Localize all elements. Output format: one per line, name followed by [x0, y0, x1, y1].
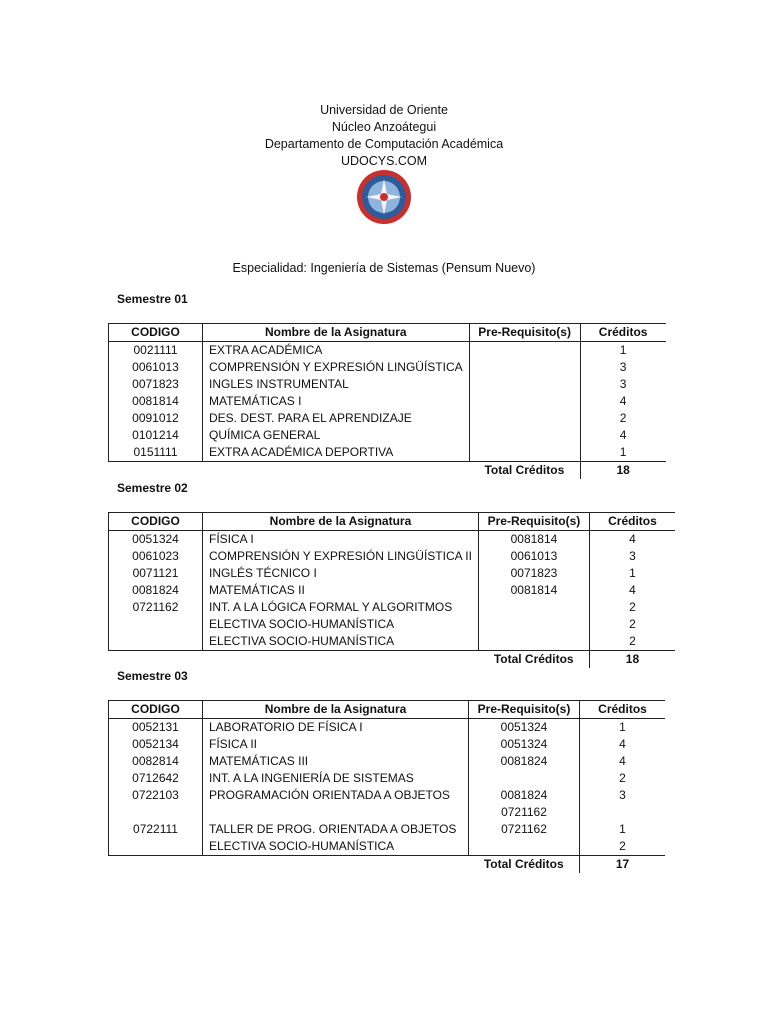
department-name: Departamento de Computación Académica	[264, 137, 504, 151]
course-name: QUÍMICA GENERAL	[203, 427, 470, 444]
course-credits: 2	[619, 771, 626, 785]
course-name: LABORATORIO DE FÍSICA I	[203, 719, 469, 737]
course-credits: 2	[619, 411, 627, 425]
course-prereq: 0071823	[478, 565, 589, 582]
course-credits: 3	[619, 377, 627, 391]
course-name: MATEMÁTICAS II	[203, 582, 479, 599]
course-prereq	[469, 376, 580, 393]
table-row	[109, 787, 666, 804]
total-row	[109, 462, 666, 480]
col-name: Nombre de la Asignatura	[203, 324, 470, 342]
table-row	[109, 770, 666, 787]
total-label: Total Créditos	[478, 651, 589, 669]
course-credits: 3	[619, 360, 627, 374]
total-credits: 17	[615, 857, 630, 871]
course-credits: 4	[629, 583, 636, 597]
course-credits: 4	[619, 754, 626, 768]
course-name: TALLER DE PROG. ORIENTADA A OBJETOS	[203, 821, 469, 838]
course-credits: 2	[589, 633, 675, 651]
course-name: INT. A LA LÓGICA FORMAL Y ALGORITMOS	[203, 599, 479, 616]
course-code: 0151111	[109, 444, 203, 462]
course-name: PROGRAMACIÓN ORIENTADA A OBJETOS	[203, 787, 469, 804]
col-prereq: Pre-Requisito(s)	[469, 324, 580, 342]
total-credits: 18	[625, 652, 640, 666]
table-row	[109, 531, 675, 549]
course-code: 0091012	[109, 410, 203, 427]
col-credits: Créditos	[580, 324, 666, 342]
course-prereq: 0061013	[478, 548, 589, 565]
course-code: 0712642	[109, 770, 203, 787]
course-code: 0081814	[109, 393, 203, 410]
course-prereq: 0081824	[469, 753, 580, 770]
table-row	[109, 444, 666, 462]
course-credits: 1	[619, 822, 626, 836]
course-code: 0082814	[109, 753, 203, 770]
col-name: Nombre de la Asignatura	[203, 701, 469, 719]
table-row	[109, 616, 675, 633]
total-credits: 18	[616, 463, 630, 477]
course-name: FÍSICA I	[203, 531, 479, 549]
table-row	[109, 548, 675, 565]
semester-03-table	[108, 700, 665, 873]
col-prereq: Pre-Requisito(s)	[469, 701, 580, 719]
university-seal-icon	[356, 169, 412, 225]
table-row	[109, 719, 666, 737]
course-code: 0052131	[109, 719, 203, 737]
course-code: 0722111	[109, 821, 203, 838]
table-row	[109, 753, 666, 770]
course-credits: 1	[580, 444, 666, 462]
course-name: EXTRA ACADÉMICA DEPORTIVA	[203, 444, 470, 462]
document-header	[0, 102, 768, 170]
table-row	[109, 376, 666, 393]
table-row	[109, 427, 666, 444]
course-credits: 4	[629, 532, 636, 546]
course-prereq	[469, 410, 580, 427]
table-row	[109, 393, 666, 410]
course-prereq	[469, 427, 580, 444]
course-code: 0052134	[109, 736, 203, 753]
course-credits: 2	[629, 617, 636, 631]
course-prereq	[469, 359, 580, 376]
course-prereq	[478, 616, 589, 633]
course-name: COMPRENSIÓN Y EXPRESIÓN LINGÜÍSTICA	[203, 359, 470, 376]
course-code: 0061023	[109, 548, 203, 565]
total-row	[109, 651, 675, 669]
course-name: FÍSICA II	[203, 736, 469, 753]
course-code	[109, 838, 203, 856]
table-row	[109, 736, 666, 753]
course-prereq: 0051324	[469, 736, 580, 753]
course-credits: 3	[619, 788, 626, 802]
total-row	[109, 856, 666, 874]
course-code: 0071121	[109, 565, 203, 582]
course-name: ELECTIVA SOCIO-HUMANÍSTICA	[203, 633, 479, 651]
course-credits: 1	[629, 566, 636, 580]
course-credits: 1	[619, 343, 627, 357]
total-label: Total Créditos	[469, 856, 580, 874]
course-name: INGLES INSTRUMENTAL	[203, 376, 470, 393]
course-credits: 3	[629, 549, 636, 563]
course-name	[203, 804, 469, 821]
table-header-row	[109, 324, 666, 342]
specialty-title: Especialidad: Ingeniería de Sistemas (Pensum Nuevo)	[232, 261, 536, 275]
course-name: MATEMÁTICAS III	[203, 753, 469, 770]
course-credits: 1	[619, 720, 626, 734]
table-row	[109, 804, 666, 821]
course-name: EXTRA ACADÉMICA	[203, 342, 470, 360]
table-header-row	[109, 513, 675, 531]
course-credits	[580, 804, 666, 821]
course-prereq	[469, 342, 580, 360]
table-row	[109, 342, 666, 360]
course-name: ELECTIVA SOCIO-HUMANÍSTICA	[203, 838, 469, 856]
col-code: CODIGO	[109, 701, 203, 719]
course-code: 0101214	[109, 427, 203, 444]
table-row	[109, 838, 666, 856]
website-name: UDOCYS.COM	[340, 154, 428, 168]
course-name: MATEMÁTICAS I	[203, 393, 470, 410]
col-prereq: Pre-Requisito(s)	[478, 513, 589, 531]
table-row	[109, 410, 666, 427]
course-credits: 4	[619, 394, 627, 408]
course-credits: 4	[619, 737, 626, 751]
course-prereq: 0081814	[478, 582, 589, 599]
course-prereq: 0721162	[469, 804, 580, 821]
col-credits: Créditos	[580, 701, 666, 719]
semester-title: Semestre 01	[117, 292, 188, 306]
course-credits: 4	[619, 428, 627, 442]
course-prereq	[469, 444, 580, 462]
course-prereq	[478, 599, 589, 616]
semester-title: Semestre 03	[117, 669, 188, 683]
course-name: COMPRENSIÓN Y EXPRESIÓN LINGÜÍSTICA II	[203, 548, 479, 565]
col-name: Nombre de la Asignatura	[203, 513, 479, 531]
table-row	[109, 359, 666, 376]
course-prereq: 0051324	[469, 719, 580, 737]
course-code	[109, 616, 203, 633]
course-prereq: 0081814	[478, 531, 589, 549]
col-credits: Créditos	[589, 513, 675, 531]
course-code: 0021111	[109, 342, 203, 360]
course-prereq	[469, 838, 580, 856]
course-code: 0071823	[109, 376, 203, 393]
course-prereq	[469, 393, 580, 410]
course-code: 0061013	[109, 359, 203, 376]
table-row	[109, 633, 675, 651]
col-code: CODIGO	[109, 513, 203, 531]
course-prereq	[469, 770, 580, 787]
table-row	[109, 565, 675, 582]
course-prereq: 0081824	[469, 787, 580, 804]
course-prereq: 0721162	[469, 821, 580, 838]
campus-name: Núcleo Anzoátegui	[331, 120, 437, 134]
table-header-row	[109, 701, 666, 719]
course-code: 0721162	[109, 599, 203, 616]
semester-02-table	[108, 512, 675, 668]
course-credits: 2	[580, 838, 666, 856]
total-label: Total Créditos	[469, 462, 580, 480]
course-name: ELECTIVA SOCIO-HUMANÍSTICA	[203, 616, 479, 633]
course-code: 0051324	[109, 531, 203, 549]
course-name: INT. A LA INGENIERÍA DE SISTEMAS	[203, 770, 469, 787]
col-code: CODIGO	[109, 324, 203, 342]
table-row	[109, 582, 675, 599]
course-code	[109, 804, 203, 821]
course-prereq	[478, 633, 589, 651]
table-row	[109, 599, 675, 616]
table-row	[109, 821, 666, 838]
course-code	[109, 633, 203, 651]
semester-01-table	[108, 323, 666, 479]
course-credits: 2	[629, 600, 636, 614]
semester-title: Semestre 02	[117, 481, 188, 495]
course-name: INGLÉS TÉCNICO I	[203, 565, 479, 582]
course-code: 0722103	[109, 787, 203, 804]
university-name: Universidad de Oriente	[320, 103, 448, 117]
course-code: 0081824	[109, 582, 203, 599]
course-name: DES. DEST. PARA EL APRENDIZAJE	[203, 410, 470, 427]
